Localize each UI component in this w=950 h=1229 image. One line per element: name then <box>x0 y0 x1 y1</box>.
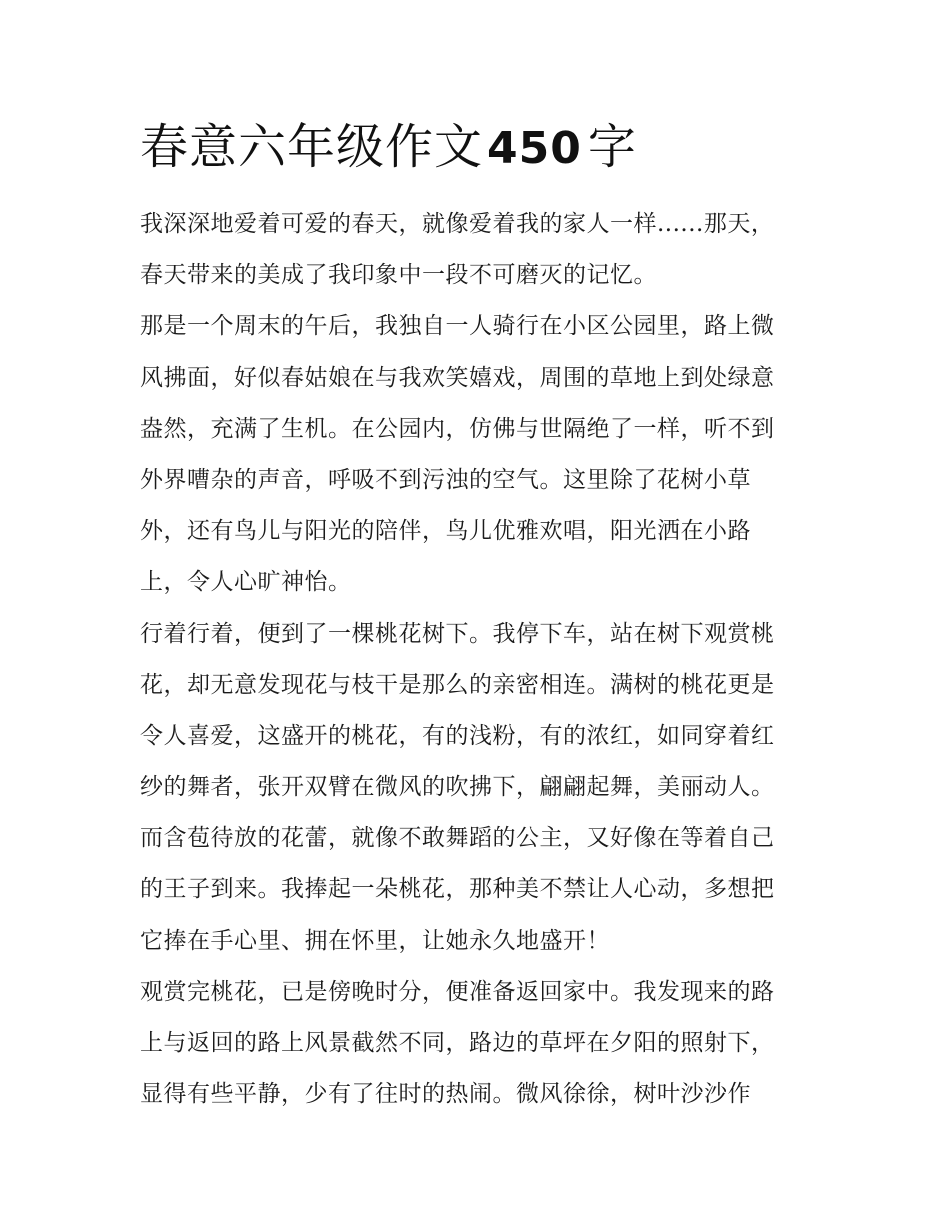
text-line: 上与返回的路上风景截然不同，路边的草坪在夕阳的照射下， <box>140 1030 775 1056</box>
title-suffix-text: 字 <box>587 119 637 175</box>
text-line: 行着行着，便到了一棵桃花树下。我停下车，站在树下观赏桃 <box>140 620 775 647</box>
text-line: 我深深地爱着可爱的春天，就像爱着我的家人一样......那天， <box>140 211 775 237</box>
text-line: 外界嘈杂的声音，呼吸不到污浊的空气。这里除了花树小草 <box>140 466 751 493</box>
text-line: 它捧在手心里、拥在怀里，让她永久地盛开！ <box>140 927 610 954</box>
text-line: 花，却无意发现花与枝干是那么的亲密相连。满树的桃花更是 <box>140 671 775 698</box>
title-main-text: 春意六年级作文 <box>140 119 484 175</box>
essay-body <box>140 199 816 1120</box>
text-line: 观赏完桃花，已是傍晚时分，便准备返回家中。我发现来的路 <box>140 978 775 1005</box>
text-line: 而含苞待放的花蕾，就像不敢舞蹈的公主，又好像在等着自己 <box>140 825 775 852</box>
text-line: 那是一个周末的午后，我独自一人骑行在小区公园里，路上微 <box>140 313 775 340</box>
text-line: 风拂面，好似春姑娘在与我欢笑嬉戏，周围的草地上到处绿意 <box>140 364 775 391</box>
document-title <box>140 116 637 180</box>
text-line: 的王子到来。我捧起一朵桃花，那种美不禁让人心动，多想把 <box>140 876 775 903</box>
text-line: 外，还有鸟儿与阳光的陪伴，鸟儿优雅欢唱，阳光洒在小路 <box>140 518 751 545</box>
text-line: 令人喜爱，这盛开的桃花，有的浅粉，有的浓红，如同穿着红 <box>140 722 775 749</box>
text-line: 春天带来的美成了我印象中一段不可磨灭的记忆。 <box>140 262 657 289</box>
text-line: 显得有些平静，少有了往时的热闹。微风徐徐，树叶沙沙作 <box>140 1081 751 1108</box>
text-line: 盎然，充满了生机。在公园内，仿佛与世隔绝了一样，听不到 <box>140 415 775 442</box>
title-number: 450 <box>487 123 582 174</box>
text-line: 纱的舞者，张开双臂在微风的吹拂下，翩翩起舞，美丽动人。 <box>140 774 775 801</box>
text-line: 上，令人心旷神怡。 <box>140 569 352 596</box>
